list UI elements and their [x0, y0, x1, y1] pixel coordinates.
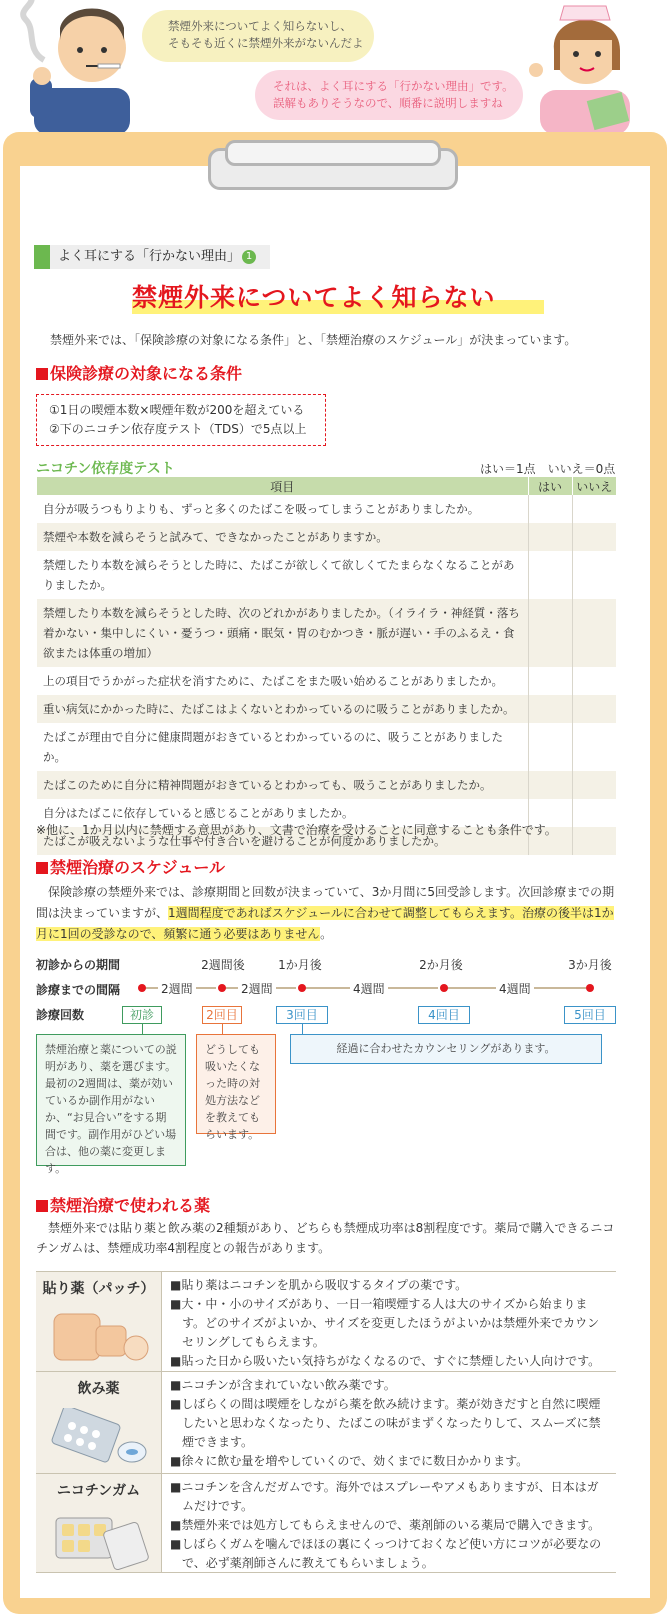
table-row: [37, 495, 617, 523]
medicine-desc: [162, 1372, 616, 1473]
interval-label: 2週間: [158, 980, 196, 997]
bubble-line: 禁煙外来についてよく知らないし、: [168, 19, 352, 33]
table-row: [37, 551, 617, 599]
header-illustration: [0, 0, 670, 135]
no-cell[interactable]: [572, 551, 616, 599]
tds-header-no: いいえ: [572, 477, 616, 495]
tds-header-item: 項目: [37, 477, 529, 495]
heading-marker: [36, 368, 48, 380]
tds-points: はい＝1点 いいえ＝0点: [480, 462, 616, 476]
medicine-desc: [162, 1272, 616, 1371]
medicine-row-oral: [36, 1371, 616, 1473]
visit-badge-1: 初診: [122, 1006, 162, 1024]
tds-header-row: [37, 477, 617, 495]
schedule-heading-text: 禁煙治療のスケジュール: [50, 858, 226, 877]
heading-marker: [36, 1200, 48, 1212]
visit-dot: [138, 984, 146, 992]
visit-badge-2: 2回目: [202, 1006, 242, 1024]
tds-header-yes: はい: [528, 477, 572, 495]
tds-question: 禁煙や本数を減らそうと試みて、できなかったことがありますか。: [37, 523, 529, 551]
visit-badge-5: 5回目: [564, 1006, 616, 1024]
condition-item: ①1日の喫煙本数×喫煙年数が200を超えている: [49, 403, 305, 417]
tds-footnote: ※他に、1か月以内に禁煙する意思があり、文書で治療を受けることに同意することも条件です。: [36, 823, 557, 837]
schedule-text: [36, 882, 618, 945]
timepoint-label: 1か月後: [278, 958, 322, 972]
nurse-woman-icon: [520, 0, 640, 135]
note-first-visit: 禁煙治療と薬についての説明があり、薬を選びます。最初の2週間は、薬が効いているか副作用がないか、“お見合い”をする期間です。副作用がひどい場合は、他の薬に変更します。: [36, 1034, 186, 1166]
no-cell[interactable]: [572, 723, 616, 771]
schedule-text-highlight: 1週間程度であればスケジュールに合わせて調整してもらえます。治療の後半は1か月に1回の受診なので、頻繁に通う必要はありません: [36, 906, 614, 941]
medicine-heading: [36, 1196, 210, 1216]
medicine-point: ■貼った日から吸いたい気持ちがなくなるので、すぐに禁煙したい人向けです。: [170, 1354, 601, 1368]
no-cell[interactable]: [572, 667, 616, 695]
medicine-name: ニコチンガム: [56, 1483, 141, 1499]
medicine-table: [36, 1271, 616, 1573]
tag-label: [50, 245, 270, 269]
bubble-line: そもそも近くに禁煙外来がないんだよ: [168, 36, 364, 50]
conditions-heading-text: 保険診療の対象になる条件: [50, 364, 243, 383]
medicine-point: ■大・中・小のサイズがあり、一日一箱喫煙する人は大のサイズから始まります。どのサイズがよいか、サイズを変更したほうがよいかは禁煙外来でカウンセリングしてもらえます。: [170, 1297, 600, 1349]
tag-marker: [34, 245, 50, 269]
medicine-label-cell: [36, 1474, 162, 1572]
bubble-line: それは、よく耳にする「行かない理由」です。: [273, 79, 514, 93]
tds-table: [36, 477, 616, 855]
conditions-box: [36, 394, 326, 446]
yes-cell[interactable]: [528, 599, 572, 667]
nicotine-patch-icon: [50, 1306, 150, 1366]
medicine-point: ■しばらくの間は喫煙をしながら薬を飲み続けます。薬が効きだすと自然に喫煙したいと思わなくなったり、たばこの味がまずくなったりして、スムーズに禁煙できます。: [170, 1397, 601, 1449]
row-label-visits: 診療回数: [36, 1008, 85, 1022]
no-cell[interactable]: [572, 695, 616, 723]
yes-cell[interactable]: [528, 771, 572, 799]
nicotine-gum-icon: [50, 1508, 150, 1570]
connector: [222, 1024, 223, 1034]
page-title-text: 禁煙外来についてよく知らない: [132, 283, 496, 312]
schedule-heading: [36, 858, 225, 878]
tds-question: 自分はたばこに依存していると感じることがありましたか。: [37, 799, 529, 827]
medicine-name: 貼り薬（パッチ）: [42, 1281, 155, 1297]
no-cell[interactable]: [572, 495, 616, 523]
tds-question: たばこのために自分に精神問題がおきているとわかっても、吸うことがありましたか。: [37, 771, 529, 799]
yes-cell[interactable]: [528, 667, 572, 695]
section-tag: [34, 244, 270, 270]
tds-question: 禁煙したり本数を減らそうとした時に、たばこが欲しくて欲しくてたまらなくなることがありましたか。: [37, 551, 529, 599]
tds-title: ニコチン依存度テスト: [36, 461, 175, 477]
schedule-text-plain: 保険診療の禁煙外来では、診療期間と回数が決まっていて、3か月間に5回受診します。次回診療までの期間は決まっていますが、: [36, 885, 615, 920]
visit-dot: [440, 984, 448, 992]
interval-label: 4週間: [350, 980, 388, 997]
medicine-name: 飲み薬: [77, 1381, 120, 1397]
visit-dot: [586, 984, 594, 992]
row-label-period: 初診からの期間: [36, 958, 121, 972]
visit-badge-4: 4回目: [418, 1006, 470, 1024]
visit-dot: [218, 984, 226, 992]
tag-number: 1: [242, 250, 256, 264]
medicine-label-cell: [36, 1272, 162, 1371]
note-later-visits: 経過に合わせたカウンセリングがあります。: [290, 1034, 602, 1064]
medicine-point: ■徐々に飲む量を増やしていくので、効くまでに数日かかります。: [170, 1454, 529, 1468]
table-row: [37, 523, 617, 551]
speech-bubble-man: [142, 10, 374, 62]
page-title: [132, 278, 496, 318]
yes-cell[interactable]: [528, 523, 572, 551]
tds-question: たばこが理由で自分に健康問題がおきているとわかっているのに、吸うことがありましたか。: [37, 723, 529, 771]
medicine-row-patch: [36, 1271, 616, 1371]
timepoint-label: 2週間後: [201, 958, 245, 972]
note-second-visit: どうしても吸いたくなった時の対処方法などを教えてもらいます。: [196, 1034, 276, 1134]
row-label-interval: 診療までの間隔: [36, 983, 121, 997]
yes-cell[interactable]: [528, 695, 572, 723]
medicine-point: ■禁煙外来では処方してもらえませんので、薬剤師のいる薬局で購入できます。: [170, 1518, 601, 1532]
connector: [142, 1024, 143, 1034]
tag-text: よく耳にする「行かない理由」: [58, 249, 241, 264]
medicine-label-cell: [36, 1372, 162, 1473]
table-row: [37, 771, 617, 799]
smoker-man-icon: [6, 0, 146, 135]
visit-badge-3: 3回目: [276, 1006, 328, 1024]
bubble-line: 誤解もありそうなので、順番に説明しますね: [273, 96, 503, 110]
no-cell[interactable]: [572, 771, 616, 799]
clipboard: [3, 132, 667, 1614]
medicine-row-gum: [36, 1473, 616, 1573]
tds-question: 上の項目でうかがった症状を消すために、たばこをまた吸い始めることがありましたか。: [37, 667, 529, 695]
medicine-point: ■ニコチンが含まれていない飲み薬です。: [170, 1378, 396, 1392]
medicine-intro: 禁煙外来では貼り薬と飲み薬の2種類があり、どちらも禁煙成功率は8割程度です。薬局で購入できるニコチンガムは、禁煙成功率4割程度との報告があります。: [36, 1221, 615, 1255]
tds-question: たばこが吸えないような仕事や付き合いを避けることが何度かありましたか。: [37, 827, 529, 855]
yes-cell[interactable]: [528, 551, 572, 599]
tds-question: 重い病気にかかった時に、たばこはよくないとわかっているのに吸うことがありましたか。: [37, 695, 529, 723]
table-row: [37, 695, 617, 723]
intro-text: 禁煙外来では、「保険診療の対象になる条件」と、「禁煙治療のスケジュール」が決まっています。: [50, 333, 577, 347]
tds-question: 自分が吸うつもりよりも、ずっと多くのたばこを吸ってしまうことがありましたか。: [37, 495, 529, 523]
interval-label: 2週間: [238, 980, 276, 997]
connector: [302, 1024, 303, 1034]
clipboard-clip-inner: [225, 140, 441, 166]
paper-sheet: [20, 166, 650, 1598]
medicine-point: ■しばらくガムを噛んでほほの裏にくっつけておくなど使い方にコツが必要なので、必ず薬剤師さんに教えてもらいましょう。: [170, 1537, 602, 1570]
medicine-point: ■貼り薬はニコチンを肌から吸収するタイプの薬です。: [170, 1278, 468, 1292]
medicine-point: ■ニコチンを含んだガムです。海外ではスプレーやアメもありますが、日本はガムだけです。: [170, 1480, 599, 1513]
tds-question: 禁煙したり本数を減らそうとした時、次のどれかがありましたか。（イライラ・神経質・落ち着かない・集中しにくい・憂うつ・頭痛・眠気・胃のむかつき・脈が遅い・手のふるえ・食欲または体重の増加）: [37, 599, 529, 667]
medicine-desc: [162, 1474, 616, 1572]
table-row: [37, 667, 617, 695]
yes-cell[interactable]: [528, 723, 572, 771]
schedule-text-end: 。: [320, 927, 333, 941]
medicine-heading-text: 禁煙治療で使われる薬: [50, 1196, 211, 1215]
speech-bubble-nurse: [255, 70, 523, 120]
visit-dot: [298, 984, 306, 992]
table-row: [37, 599, 617, 667]
pill-blister-icon: [50, 1408, 150, 1468]
interval-label: 4週間: [496, 980, 534, 997]
conditions-heading: [36, 364, 242, 384]
table-row: [37, 723, 617, 771]
heading-marker: [36, 862, 48, 874]
condition-item: ②下のニコチン依存度テスト（TDS）で5点以上: [49, 422, 307, 436]
no-cell[interactable]: [572, 599, 616, 667]
no-cell[interactable]: [572, 523, 616, 551]
timepoint-label: 2か月後: [419, 958, 463, 972]
timepoint-label: 3か月後: [568, 958, 612, 972]
yes-cell[interactable]: [528, 495, 572, 523]
